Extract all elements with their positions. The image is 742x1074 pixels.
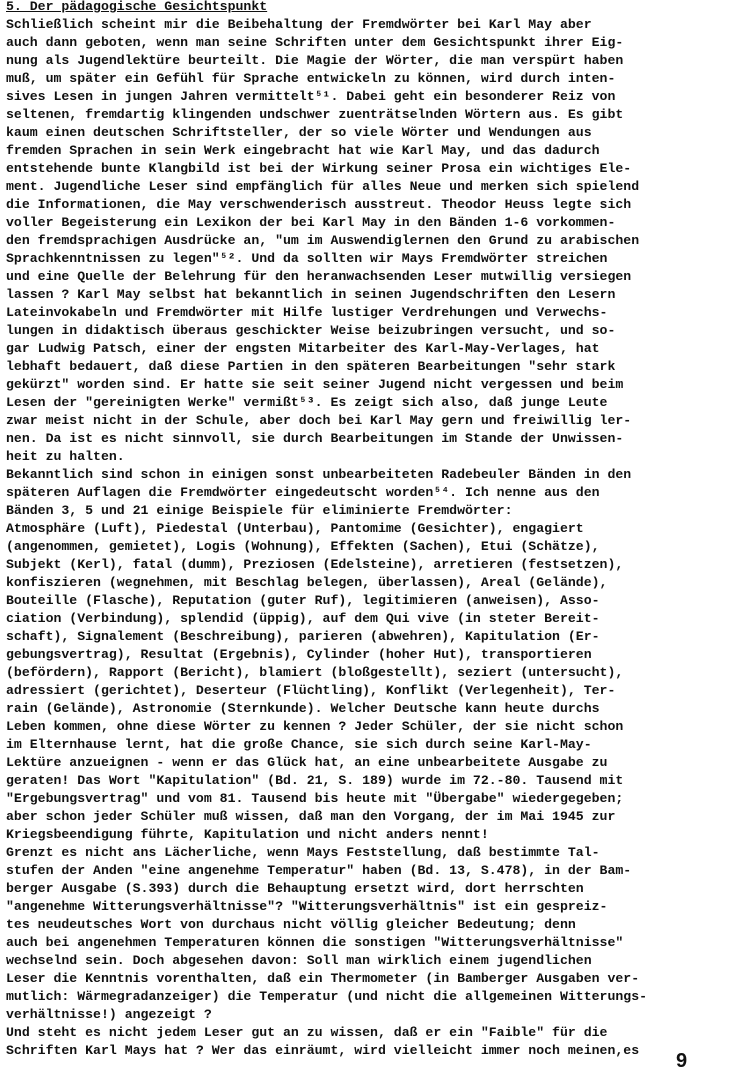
text-line: Schließlich scheint mir die Beibehaltung der Fremdwörter bei Karl May aber xyxy=(6,17,592,32)
text-line: wechselnd sein. Doch abgesehen davon: Soll man wirklich einem jugendlichen xyxy=(6,953,592,968)
text-line: Sprachkenntnissen zu legen"⁵². Und da sollten wir Mays Fremdwörter streichen xyxy=(6,251,608,266)
text-line: stufen der Anden "eine angenehme Temperatur" haben (Bd. 13, S.478), in der Bam- xyxy=(6,863,632,878)
text-line: nen. Da ist es nicht sinnvoll, sie durch Bearbeitungen im Stande der Unwissen- xyxy=(6,431,624,446)
text-line: den fremdsprachigen Ausdrücke an, "um im Auswendiglernen den Grund zu arabischen xyxy=(6,233,640,248)
text-line: voller Begeisterung ein Lexikon der bei Karl May in den Bänden 1-6 vorkommen- xyxy=(6,215,616,230)
text-line: geraten! Das Wort "Kapitulation" (Bd. 21, S. 189) wurde im 72.-80. Tausend mit xyxy=(6,773,624,788)
text-line: Lesen der "gereinigten Werke" vermißt⁵³. Es zeigt sich also, daß junge Leute xyxy=(6,395,608,410)
text-line: ment. Jugendliche Leser sind empfänglich für alles Neue und merken sich spielend xyxy=(6,179,640,194)
text-line: (angenommen, gemietet), Logis (Wohnung), Effekten (Sachen), Etui (Schätze), xyxy=(6,539,600,554)
text-line: kaum einen deutschen Schriftsteller, der so viele Wörter und Wendungen aus xyxy=(6,125,592,140)
text-line: fremden Sprachen in sein Werk eingebracht hat wie Karl May, und das dadurch xyxy=(6,143,600,158)
text-line: Schriften Karl Mays hat ? Wer das einräumt, wird vielleicht immer noch meinen,es xyxy=(6,1043,640,1058)
text-line: adressiert (gerichtet), Deserteur (Flüchtling), Konflikt (Verlegenheit), Ter- xyxy=(6,683,616,698)
text-line: und eine Quelle der Belehrung für den heranwachsenden Leser mutwillig versiegen xyxy=(6,269,632,284)
text-line: ciation (Verbindung), splendid (üppig), auf dem Qui vive (in steter Bereit- xyxy=(6,611,600,626)
text-line: gar Ludwig Patsch, einer der engsten Mitarbeiter des Karl-May-Verlages, hat xyxy=(6,341,600,356)
text-line: nung als Jugendlektüre beurteilt. Die Magie der Wörter, die man verspürt haben xyxy=(6,53,624,68)
text-line: Leben kommen, ohne diese Wörter zu kennen ? Jeder Schüler, der sie nicht schon xyxy=(6,719,624,734)
text-line: Leser die Kenntnis vorenthalten, daß ein Thermometer (in Bamberger Ausgaben ver- xyxy=(6,971,640,986)
text-line: Bekanntlich sind schon in einigen sonst unbearbeiteten Radebeuler Bänden in den xyxy=(6,467,632,482)
text-line: muß, um später ein Gefühl für Sprache entwickeln zu können, wird durch inten- xyxy=(6,71,616,86)
text-line: Lateinvokabeln und Fremdwörter mit Hilfe lustiger Verdrehungen und Verwechs- xyxy=(6,305,608,320)
text-line: Subjekt (Kerl), fatal (dumm), Preziosen (Edelsteine), arretieren (festsetzen), xyxy=(6,557,624,572)
text-line: entstehende bunte Klangbild ist bei der Wirkung seiner Prosa ein wichtiges Ele- xyxy=(6,161,632,176)
text-line: Grenzt es nicht ans Lächerliche, wenn Mays Feststellung, daß bestimmte Tal- xyxy=(6,845,600,860)
text-line: auch dann geboten, wenn man seine Schriften unter dem Gesichtspunkt ihrer Eig- xyxy=(6,35,624,50)
text-line: heit zu halten. xyxy=(6,449,125,464)
text-line: "Ergebungsvertrag" und vom 81. Tausend bis heute mit "Übergabe" wiedergegeben; xyxy=(6,791,624,806)
text-line: Lektüre anzueignen - wenn er das Glück hat, an eine unbearbeitete Ausgabe zu xyxy=(6,755,608,770)
text-line: im Elternhause lernt, hat die große Chance, sie sich durch seine Karl-May- xyxy=(6,737,592,752)
text-line: lassen ? Karl May selbst hat bekanntlich in seinen Jugendschriften den Lesern xyxy=(6,287,616,302)
text-line: aber schon jeder Schüler muß wissen, daß man den Vorgang, der im Mai 1945 zur xyxy=(6,809,616,824)
text-line: verhältnisse!) angezeigt ? xyxy=(6,1007,212,1022)
text-line: "angenehme Witterungsverhältnisse"? "Witterungsverhältnis" ist ein gespreiz- xyxy=(6,899,608,914)
text-line: die Informationen, die May verschwenderisch ausstreut. Theodor Heuss legte sich xyxy=(6,197,632,212)
text-line: gekürzt" worden sind. Er hatte sie seit seiner Jugend nicht vergessen und beim xyxy=(6,377,624,392)
text-line: konfiszieren (wegnehmen, mit Beschlag belegen, überlassen), Areal (Gelände), xyxy=(6,575,608,590)
text-line: (befördern), Rapport (Bericht), blamiert (bloßgestellt), seziert (untersucht), xyxy=(6,665,624,680)
text-line: seltenen, fremdartig klingenden undschwer zuenträtselnden Wörtern aus. Es gibt xyxy=(6,107,624,122)
text-line: sives Lesen in jungen Jahren vermittelt⁵¹. Dabei geht ein besonderer Reiz von xyxy=(6,89,616,104)
section-heading: 5. Der pädagogische Gesichtspunkt xyxy=(6,0,268,14)
text-line: mutlich: Wärmegradanzeiger) die Temperatur (und nicht die allgemeinen Witterungs- xyxy=(6,989,648,1004)
text-line: Und steht es nicht jedem Leser gut an zu wissen, daß er ein "Faible" für die xyxy=(6,1025,608,1040)
text-line: Bouteille (Flasche), Reputation (guter Ruf), legitimieren (anweisen), Asso- xyxy=(6,593,600,608)
text-line: auch bei angenehmen Temperaturen können die sonstigen "Witterungsverhältnisse" xyxy=(6,935,624,950)
text-line: Atmosphäre (Luft), Piedestal (Unterbau), Pantomime (Gesichter), engagiert xyxy=(6,521,584,536)
text-line: späteren Auflagen die Fremdwörter eingedeutscht worden⁵⁴. Ich nenne aus den xyxy=(6,485,600,500)
text-line: Bänden 3, 5 und 21 einige Beispiele für eliminierte Fremdwörter: xyxy=(6,503,513,518)
text-line: schaft), Signalement (Beschreibung), parieren (abwehren), Kapitulation (Er- xyxy=(6,629,600,644)
text-line: gebungsvertrag), Resultat (Ergebnis), Cylinder (hoher Hut), transportieren xyxy=(6,647,592,662)
text-line: tes neudeutsches Wort von durchaus nicht völlig gleicher Bedeutung; denn xyxy=(6,917,576,932)
text-line: berger Ausgabe (S.393) durch die Behauptung ersetzt wird, dort herrschten xyxy=(6,881,584,896)
text-line: zwar meist nicht in der Schule, aber doch bei Karl May gern und freiwillig ler- xyxy=(6,413,632,428)
text-line: lebhaft bedauert, daß diese Partien in den späteren Bearbeitungen "sehr stark xyxy=(6,359,616,374)
page-number: 9 xyxy=(676,1050,688,1072)
text-line: Kriegsbeendigung führte, Kapitulation und nicht anders nennt! xyxy=(6,827,489,842)
text-line: rain (Gelände), Astronomie (Sternkunde). Welcher Deutsche kann heute durchs xyxy=(6,701,600,716)
text-line: lungen in didaktisch überaus geschickter Weise beizubringen versucht, und so- xyxy=(6,323,616,338)
